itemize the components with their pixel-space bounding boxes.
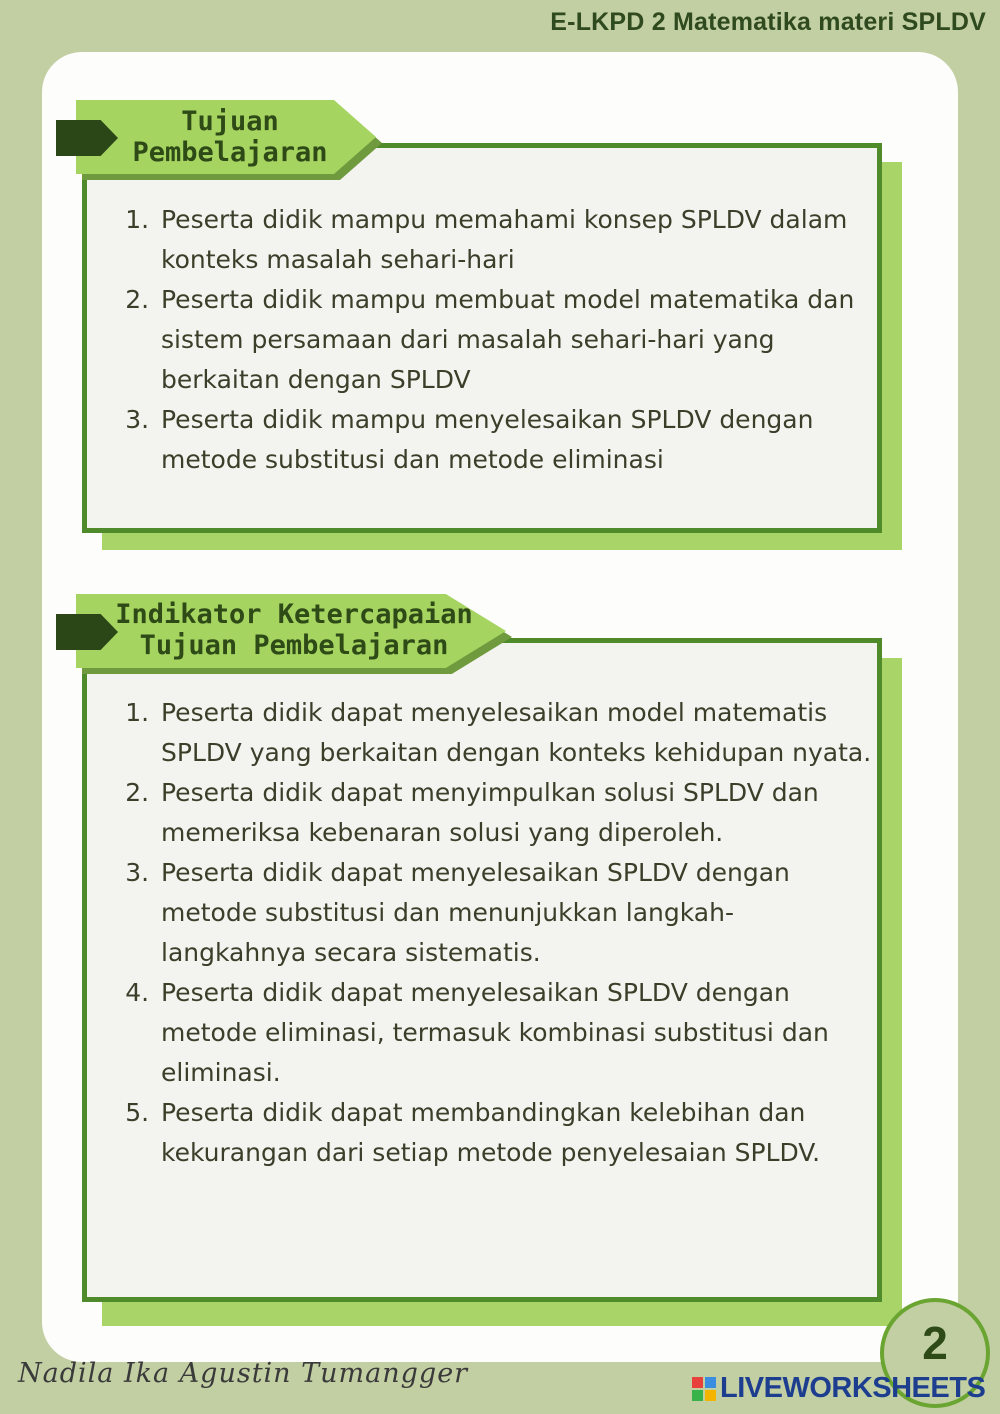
indikator-item-3: 3. Peserta didik dapat menyelesaikan SPLDV dengan metode substitusi dan menunjukkan langkah-langkahnya secara sistematis. bbox=[157, 853, 877, 973]
tujuan-item-1: 1. Peserta didik mampu memahami konsep SPLDV dalam konteks masalah sehari-hari bbox=[157, 200, 877, 280]
liveworksheets-watermark bbox=[692, 1372, 985, 1405]
tujuan-box bbox=[82, 143, 882, 533]
indikator-list bbox=[87, 693, 877, 1173]
tujuan-item-2: 2. Peserta didik mampu membuat model matematika dan sistem persamaan dari masalah sehari-hari yang berkaitan dengan SPLDV bbox=[157, 280, 877, 400]
tujuan-label bbox=[110, 106, 350, 168]
page-number: 2 bbox=[922, 1317, 948, 1369]
indikator-box bbox=[82, 638, 882, 1302]
tujuan-label-line2: Pembelajaran bbox=[132, 137, 328, 168]
indikator-label-line1: Indikator Ketercapaian bbox=[115, 599, 473, 630]
indikator-item-2: 2. Peserta didik dapat menyimpulkan solusi SPLDV dan memeriksa kebenaran solusi yang diperoleh. bbox=[157, 773, 877, 853]
document-header-title: E-LKPD 2 Matematika materi SPLDV bbox=[550, 8, 986, 36]
indikator-item-5: 5. Peserta didik dapat membandingkan kelebihan dan kekurangan dari setiap metode penyelesaian SPLDV. bbox=[157, 1093, 877, 1173]
tujuan-label-line1: Tujuan bbox=[181, 106, 279, 137]
liveworksheets-logo-icon bbox=[692, 1377, 716, 1401]
indikator-item-4: 4. Peserta didik dapat menyelesaikan SPLDV dengan metode eliminasi, termasuk kombinasi substitusi dan eliminasi. bbox=[157, 973, 877, 1093]
liveworksheets-text: LIVEWORKSHEETS bbox=[720, 1372, 986, 1404]
tujuan-list bbox=[87, 200, 877, 480]
indikator-label bbox=[104, 599, 484, 661]
tujuan-item-3: 3. Peserta didik mampu menyelesaikan SPLDV dengan metode substitusi dan metode eliminasi bbox=[157, 400, 877, 480]
author-signature: Nadila Ika Agustin Tumangger bbox=[18, 1358, 469, 1389]
indikator-label-line2: Tujuan Pembelajaran bbox=[139, 630, 449, 661]
indikator-item-1: 1. Peserta didik dapat menyelesaikan model matematis SPLDV yang berkaitan dengan konteks kehidupan nyata. bbox=[157, 693, 877, 773]
